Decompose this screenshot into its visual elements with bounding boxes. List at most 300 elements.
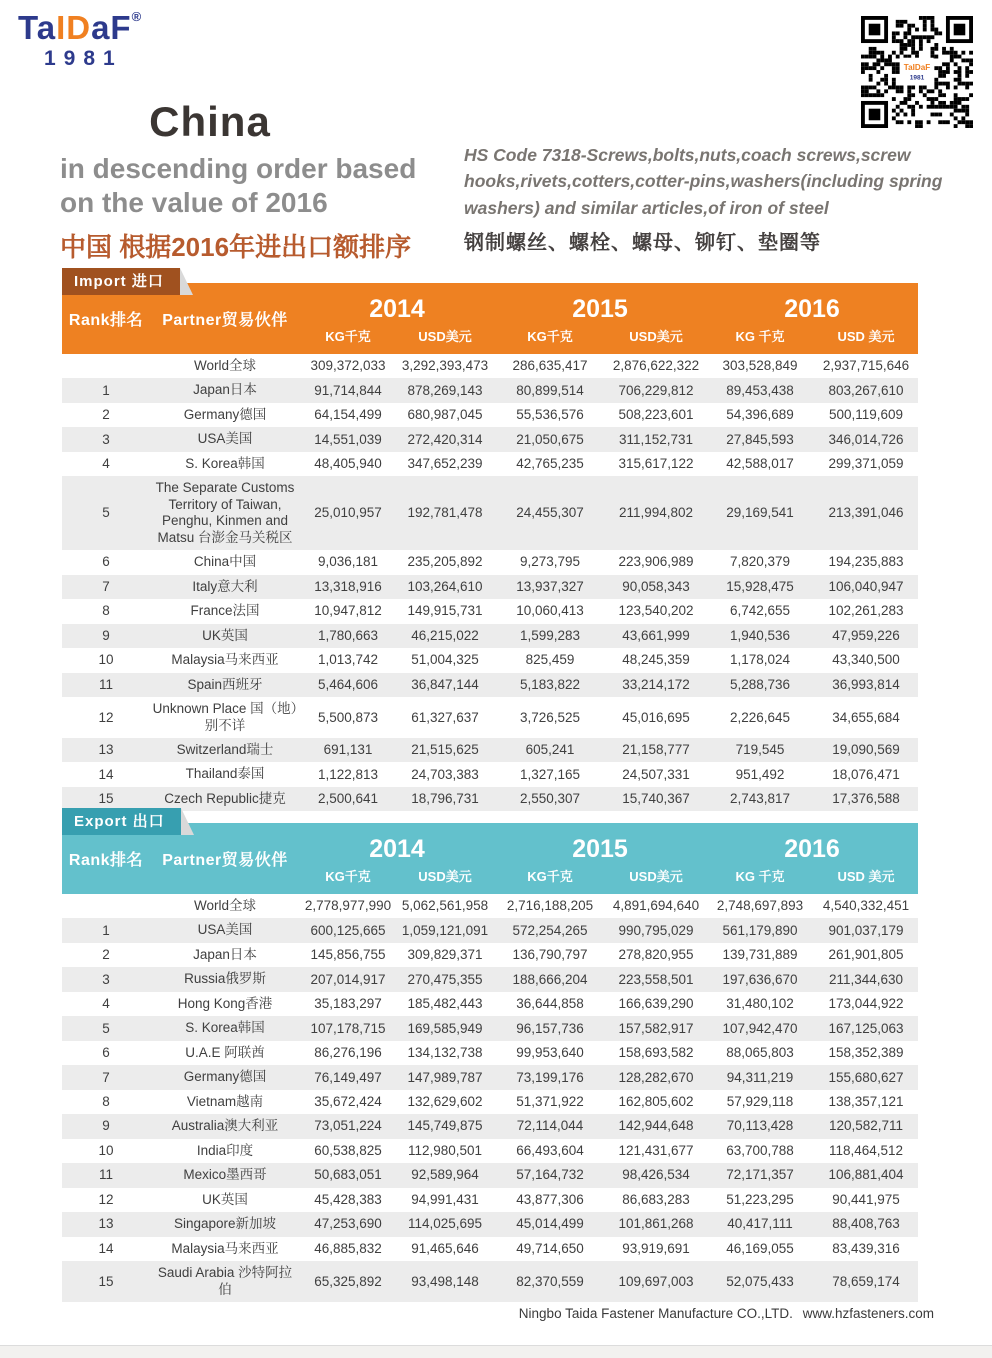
value-cell: 73,199,176: [516, 1069, 584, 1085]
value-cell: 92,589,964: [411, 1167, 479, 1183]
registered-mark-icon: ®: [131, 9, 142, 24]
partner-cell: Malaysia马来西亚: [171, 1240, 279, 1256]
value-cell: 1,327,165: [519, 766, 581, 782]
value-cell: 89,453,438: [726, 382, 794, 398]
value-cell: 346,014,726: [828, 431, 904, 447]
value-cell: 109,697,003: [618, 1273, 694, 1289]
value-cell: 2,743,817: [729, 791, 791, 807]
partner-cell: Hong Kong香港: [177, 995, 273, 1011]
value-cell: 78,659,174: [832, 1273, 900, 1289]
value-cell: 6,742,655: [729, 603, 791, 619]
value-cell: 114,025,695: [407, 1216, 483, 1232]
table-row: [62, 1261, 918, 1302]
value-cell: 52,075,433: [726, 1273, 794, 1289]
value-cell: 42,588,017: [726, 456, 794, 472]
rank-cell: 12: [98, 1191, 114, 1207]
value-cell: 600,125,665: [310, 922, 386, 938]
value-cell: 1,599,283: [519, 627, 581, 643]
value-cell: 72,114,044: [516, 1118, 584, 1134]
table-row: [62, 427, 918, 451]
value-cell: 136,790,797: [512, 947, 588, 963]
value-cell: 223,906,989: [618, 554, 694, 570]
value-cell: 2,876,622,322: [612, 358, 700, 374]
table-row: [62, 599, 918, 623]
value-cell: 43,661,999: [622, 627, 690, 643]
value-cell: 223,558,501: [618, 971, 694, 987]
table-row: [62, 378, 918, 402]
value-cell: 45,014,499: [516, 1216, 584, 1232]
value-cell: 158,352,389: [828, 1045, 904, 1061]
value-cell: 508,223,601: [618, 407, 694, 423]
value-cell: 9,273,795: [519, 554, 581, 570]
table-row: [62, 1114, 918, 1138]
value-cell: 261,901,805: [828, 947, 904, 963]
rank-cell: 5: [102, 1020, 110, 1036]
value-cell: 36,993,814: [832, 676, 900, 692]
partner-cell: UK英国: [202, 1191, 248, 1207]
value-cell: 167,125,063: [828, 1020, 904, 1036]
rank-cell: 7: [102, 578, 110, 594]
value-cell: 951,492: [735, 766, 785, 782]
partner-cell: Mexico墨西哥: [183, 1167, 267, 1183]
brand-year: 1981: [44, 47, 123, 70]
partner-cell: Malaysia马来西亚: [171, 652, 279, 668]
rank-cell: 5: [102, 505, 110, 521]
partner-cell: World全球: [193, 358, 256, 373]
value-cell: 18,796,731: [411, 791, 479, 807]
value-cell: 15,928,475: [726, 578, 794, 594]
partner-cell: USA美国: [197, 922, 253, 938]
footer-company: Ningbo Taida Fastener Manufacture CO.,LTD.: [518, 1306, 793, 1321]
value-cell: 73,051,224: [314, 1118, 382, 1134]
value-cell: 901,037,179: [828, 922, 904, 938]
value-cell: 48,245,359: [622, 652, 690, 668]
value-cell: 719,545: [735, 742, 785, 758]
rank-cell: 13: [98, 742, 114, 758]
value-cell: 15,740,367: [622, 791, 690, 807]
partner-cell: Thailand泰国: [185, 766, 265, 782]
value-cell: 1,059,121,091: [401, 922, 489, 938]
partner-cell: Russia俄罗斯: [184, 971, 266, 987]
table-row: [62, 575, 918, 599]
value-cell: 990,795,029: [618, 922, 694, 938]
rank-cell: 12: [98, 709, 114, 725]
value-cell: 2,778,977,990: [304, 898, 392, 914]
rank-cell: 3: [102, 431, 110, 447]
value-cell: 155,680,627: [828, 1069, 904, 1085]
partner-cell: S. Korea韩国: [185, 455, 265, 471]
value-cell: 34,655,684: [832, 709, 900, 725]
value-cell: 10,060,413: [516, 603, 584, 619]
value-cell: 50,683,051: [314, 1167, 382, 1183]
value-cell: 1,122,813: [317, 766, 379, 782]
value-cell: 5,062,561,958: [401, 898, 489, 914]
value-cell: 86,683,283: [622, 1191, 690, 1207]
export-table-section: [62, 808, 918, 1302]
rank-cell: 2: [102, 407, 110, 423]
value-cell: 70,113,428: [726, 1118, 794, 1134]
table-row: [62, 403, 918, 427]
value-cell: 35,672,424: [314, 1094, 382, 1110]
value-cell: 3,726,525: [519, 709, 581, 725]
value-cell: 102,261,283: [828, 603, 904, 619]
value-cell: 106,881,404: [828, 1167, 904, 1183]
export-table-body: [62, 894, 918, 1302]
value-cell: 51,371,922: [516, 1094, 584, 1110]
value-cell: 76,149,497: [314, 1069, 382, 1085]
value-cell: 5,288,736: [729, 676, 791, 692]
value-cell: 5,500,873: [317, 709, 379, 725]
value-cell: 14,551,039: [314, 431, 382, 447]
value-cell: 51,223,295: [726, 1191, 794, 1207]
value-cell: 605,241: [525, 742, 575, 758]
value-cell: 825,459: [525, 652, 575, 668]
value-cell: 309,372,033: [310, 358, 386, 374]
title-block: [60, 98, 460, 264]
rank-cell: 9: [102, 627, 110, 643]
partner-cell: Spain西班牙: [187, 676, 263, 692]
value-cell: 173,044,922: [828, 996, 904, 1012]
value-cell: 107,178,715: [310, 1020, 386, 1036]
partner-cell: Germany德国: [183, 1069, 267, 1085]
value-cell: 96,157,736: [516, 1020, 584, 1036]
value-cell: 166,639,290: [618, 996, 694, 1012]
value-cell: 63,700,788: [726, 1142, 794, 1158]
partner-cell: Singapore新加坡: [173, 1216, 277, 1232]
value-cell: 106,040,947: [828, 578, 904, 594]
table-row: [62, 452, 918, 476]
value-cell: 46,169,055: [726, 1240, 794, 1256]
value-cell: 29,169,541: [726, 505, 794, 521]
subheader-usd-2015: USD美元: [629, 329, 683, 344]
value-cell: 1,178,024: [729, 652, 791, 668]
table-row: [62, 648, 918, 672]
value-cell: 139,731,889: [722, 947, 798, 963]
value-cell: 803,267,610: [828, 382, 904, 398]
rank-cell: 10: [98, 652, 114, 668]
rank-cell: 9: [102, 1118, 110, 1134]
value-cell: 55,536,576: [516, 407, 584, 423]
value-cell: 149,915,731: [407, 603, 483, 619]
import-table-body: [62, 354, 918, 811]
value-cell: 24,703,383: [411, 766, 479, 782]
table-row: [62, 476, 918, 550]
value-cell: 36,847,144: [411, 676, 479, 692]
tab-fold-decoration: [181, 808, 194, 835]
rank-cell: 13: [98, 1216, 114, 1232]
value-cell: 270,475,355: [407, 971, 483, 987]
page-subtitle-en: [60, 152, 460, 220]
table-row: [62, 894, 918, 918]
rank-cell: [62, 354, 150, 378]
value-cell: 99,953,640: [516, 1045, 584, 1061]
value-cell: 46,885,832: [314, 1240, 382, 1256]
value-cell: 9,036,181: [317, 554, 379, 570]
value-cell: 107,942,470: [722, 1020, 798, 1036]
table-row: [62, 1237, 918, 1261]
partner-cell: Australia澳大利亚: [171, 1118, 279, 1134]
value-cell: 13,937,327: [516, 578, 584, 594]
value-cell: 83,439,316: [832, 1240, 900, 1256]
value-cell: 65,325,892: [314, 1273, 382, 1289]
column-header-rank: Rank排名: [68, 852, 144, 869]
value-cell: 1,940,536: [729, 627, 791, 643]
value-cell: 49,714,650: [516, 1240, 584, 1256]
value-cell: 162,805,602: [618, 1094, 694, 1110]
value-cell: 157,582,917: [618, 1020, 694, 1036]
value-cell: 91,465,646: [411, 1240, 479, 1256]
value-cell: 18,076,471: [832, 766, 900, 782]
partner-cell: Japan日本: [193, 946, 257, 962]
table-row: [62, 550, 918, 574]
value-cell: 185,482,443: [407, 996, 483, 1012]
value-cell: 311,152,731: [618, 431, 694, 447]
value-cell: 94,311,219: [726, 1069, 794, 1085]
year-header-2016: 2016: [784, 295, 840, 323]
value-cell: 572,254,265: [512, 922, 588, 938]
table-row: [62, 1065, 918, 1089]
table-row: [62, 762, 918, 786]
value-cell: 211,994,802: [618, 505, 694, 521]
value-cell: 5,183,822: [519, 676, 581, 692]
value-cell: 54,396,689: [726, 407, 794, 423]
hs-code-text-zh: 钢制螺丝、螺栓、螺母、铆钉、垫圈等: [464, 231, 821, 254]
value-cell: 36,644,858: [516, 996, 584, 1012]
rank-cell: 8: [102, 603, 110, 619]
value-cell: 46,215,022: [411, 627, 479, 643]
rank-cell: 2: [102, 947, 110, 963]
value-cell: 57,929,118: [726, 1094, 794, 1110]
value-cell: 40,417,111: [727, 1216, 793, 1232]
hs-code-description: [464, 142, 980, 255]
value-cell: 2,500,641: [317, 791, 379, 807]
value-cell: 1,780,663: [317, 627, 379, 643]
rank-cell: 8: [102, 1094, 110, 1110]
value-cell: 303,528,849: [722, 358, 798, 374]
table-row: [62, 967, 918, 991]
table-row: [62, 697, 918, 738]
value-cell: 309,829,371: [407, 947, 483, 963]
year-header-2015: 2015: [572, 835, 628, 863]
value-cell: 33,214,172: [622, 676, 690, 692]
value-cell: 7,820,379: [729, 554, 791, 570]
value-cell: 45,428,383: [314, 1191, 382, 1207]
bottom-strip-decoration: [0, 1345, 992, 1358]
value-cell: 91,714,844: [314, 382, 382, 398]
value-cell: 82,370,559: [516, 1273, 584, 1289]
hs-code-text-en: HS Code 7318-Screws,bolts,nuts,coach screws,screw hooks,rivets,cotters,cotter-pins,washers(including spring washers) and similar articles,of iron of steel: [464, 145, 943, 218]
table-row: [62, 1212, 918, 1236]
subheader-kg-2016: KG 千克: [735, 869, 785, 884]
value-cell: 169,585,949: [407, 1020, 483, 1036]
value-cell: 561,179,890: [722, 922, 798, 938]
partner-cell: USA美国: [197, 431, 253, 447]
subheader-usd-2016: USD 美元: [837, 869, 895, 884]
value-cell: 500,119,609: [828, 407, 904, 423]
export-tab-label: Export 出口: [74, 813, 165, 830]
tab-fold-decoration: [180, 268, 193, 295]
import-tab: [62, 268, 180, 295]
partner-cell: Japan日本: [193, 382, 257, 398]
value-cell: 88,408,763: [832, 1216, 900, 1232]
value-cell: 3,292,393,473: [401, 358, 489, 374]
rank-cell: 14: [98, 766, 114, 782]
column-header-partner: Partner贸易伙伴: [162, 312, 288, 329]
svg-text:1981: 1981: [909, 74, 925, 82]
rank-cell: 1: [102, 922, 110, 938]
column-header-partner: Partner贸易伙伴: [162, 852, 288, 869]
value-cell: 43,340,500: [832, 652, 900, 668]
subheader-usd-2016: USD 美元: [837, 329, 895, 344]
value-cell: 134,132,738: [407, 1045, 483, 1061]
value-cell: 120,582,711: [828, 1118, 904, 1134]
table-row: [62, 673, 918, 697]
subheader-kg-2015: KG千克: [527, 869, 573, 884]
value-cell: 21,050,675: [516, 431, 584, 447]
value-cell: 10,947,812: [314, 603, 382, 619]
rank-cell: 15: [98, 1273, 114, 1289]
value-cell: 2,937,715,646: [822, 358, 910, 374]
value-cell: 4,540,332,451: [822, 898, 910, 914]
value-cell: 88,065,803: [726, 1045, 794, 1061]
value-cell: 103,264,610: [407, 578, 483, 594]
value-cell: 60,538,825: [314, 1142, 382, 1158]
value-cell: 192,781,478: [407, 505, 483, 521]
year-header-2014: 2014: [369, 835, 425, 863]
value-cell: 132,629,602: [407, 1094, 483, 1110]
value-cell: 138,357,121: [828, 1094, 904, 1110]
subheader-kg-2014: KG千克: [325, 329, 371, 344]
partner-cell: China中国: [193, 554, 257, 570]
rank-cell: 11: [98, 676, 113, 692]
value-cell: 25,010,957: [314, 505, 382, 521]
value-cell: 42,765,235: [516, 456, 584, 472]
import-table-section: [62, 268, 918, 811]
value-cell: 13,318,916: [314, 578, 382, 594]
table-row: [62, 1139, 918, 1163]
year-header-2015: 2015: [572, 295, 628, 323]
rank-cell: [62, 894, 150, 918]
value-cell: 31,480,102: [726, 996, 794, 1012]
qr-code-icon: [856, 16, 978, 128]
value-cell: 197,636,670: [722, 971, 798, 987]
value-cell: 278,820,955: [618, 947, 694, 963]
export-table: [62, 823, 918, 1302]
value-cell: 2,550,307: [519, 791, 581, 807]
rank-cell: 14: [98, 1240, 114, 1256]
value-cell: 286,635,417: [512, 358, 588, 374]
partner-cell: India印度: [196, 1142, 254, 1158]
value-cell: 235,205,892: [407, 554, 483, 570]
table-row: [62, 918, 918, 942]
table-row: [62, 1163, 918, 1187]
value-cell: 93,498,148: [411, 1273, 479, 1289]
value-cell: 112,980,501: [407, 1142, 483, 1158]
value-cell: 45,016,695: [622, 709, 690, 725]
rank-cell: 6: [102, 1045, 110, 1061]
partner-cell: Switzerland瑞士: [176, 741, 274, 757]
value-cell: 94,991,431: [411, 1191, 479, 1207]
value-cell: 27,845,593: [726, 431, 794, 447]
subheader-usd-2015: USD美元: [629, 869, 683, 884]
table-row: [62, 1041, 918, 1065]
table-row: [62, 943, 918, 967]
partner-cell: Italy意大利: [192, 578, 258, 594]
rank-cell: 1: [102, 382, 110, 398]
value-cell: 158,693,582: [618, 1045, 694, 1061]
value-cell: 5,464,606: [317, 676, 379, 692]
value-cell: 72,171,357: [726, 1167, 794, 1183]
brand-wordmark: TaIDaF: [18, 9, 132, 46]
rank-cell: 10: [98, 1142, 114, 1158]
subheader-kg-2016: KG 千克: [735, 329, 785, 344]
value-cell: 272,420,314: [407, 431, 483, 447]
value-cell: 66,493,604: [516, 1142, 584, 1158]
partner-cell: Czech Republic捷克: [164, 790, 286, 806]
value-cell: 121,431,677: [618, 1142, 694, 1158]
year-header-2014: 2014: [369, 295, 425, 323]
partner-cell: France法国: [190, 603, 260, 619]
value-cell: 19,090,569: [832, 742, 900, 758]
export-tab: [62, 808, 181, 835]
footer: [513, 1306, 934, 1321]
value-cell: 188,666,204: [512, 971, 588, 987]
value-cell: 691,131: [323, 742, 373, 758]
value-cell: 123,540,202: [618, 603, 694, 619]
subtitle-line-2: on the value of 2016: [60, 187, 328, 219]
value-cell: 64,154,499: [314, 407, 382, 423]
footer-website-link[interactable]: www.hzfasteners.com: [802, 1306, 934, 1321]
value-cell: 47,959,226: [832, 627, 900, 643]
brand-logo: [18, 10, 141, 69]
value-cell: 90,441,975: [832, 1191, 900, 1207]
rank-cell: 11: [98, 1167, 113, 1183]
table-row: [62, 992, 918, 1016]
value-cell: 128,282,670: [618, 1069, 694, 1085]
value-cell: 1,013,742: [317, 652, 379, 668]
rank-cell: 7: [102, 1069, 110, 1085]
table-row: [62, 1188, 918, 1212]
value-cell: 48,405,940: [314, 456, 382, 472]
page-title: China: [149, 98, 271, 145]
subheader-usd-2014: USD美元: [418, 869, 472, 884]
value-cell: 35,183,297: [314, 996, 382, 1012]
import-table: [62, 283, 918, 811]
value-cell: 2,226,645: [729, 709, 791, 725]
value-cell: 315,617,122: [618, 456, 694, 472]
value-cell: 347,652,239: [407, 456, 483, 472]
rank-cell: 15: [98, 791, 114, 807]
value-cell: 207,014,917: [310, 971, 386, 987]
page-subtitle-zh: 中国 根据2016年进出口额排序: [60, 232, 412, 263]
value-cell: 24,507,331: [622, 766, 690, 782]
svg-text:TaIDaF: TaIDaF: [903, 63, 931, 73]
column-header-rank: Rank排名: [68, 312, 144, 329]
subtitle-line-1: in descending order based: [60, 153, 417, 184]
partner-cell: Saudi Arabia 沙特阿拉伯: [157, 1265, 293, 1297]
value-cell: 17,376,588: [832, 791, 900, 807]
rank-cell: 6: [102, 554, 110, 570]
subheader-kg-2015: KG千克: [527, 329, 573, 344]
value-cell: 90,058,343: [622, 578, 690, 594]
value-cell: 299,371,059: [828, 456, 904, 472]
value-cell: 4,891,694,640: [612, 898, 700, 914]
import-tab-label: Import 进口: [74, 273, 164, 290]
value-cell: 86,276,196: [314, 1045, 382, 1061]
value-cell: 878,269,143: [407, 382, 483, 398]
rank-cell: 4: [102, 996, 110, 1012]
partner-cell: Vietnam越南: [186, 1093, 264, 1109]
